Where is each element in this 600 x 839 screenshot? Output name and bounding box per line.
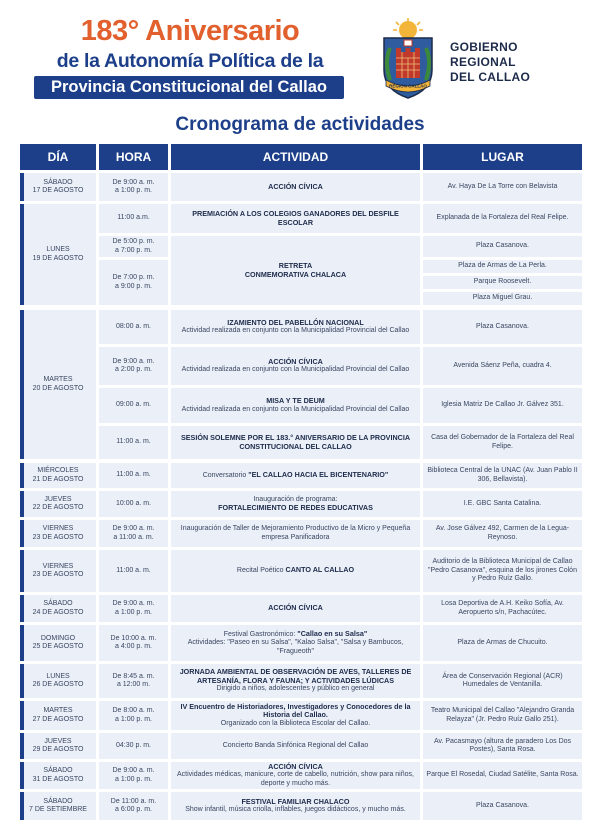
day-cell: MIÉRCOLES 21 DE AGOSTO (20, 463, 96, 488)
place-cell: Teatro Municipal del Callao "Alejandro Granda Relayza" (Jr. Pedro Ruíz Gallo 251). (423, 701, 582, 730)
org-line-1: GOBIERNO (450, 40, 518, 54)
activity-cell (171, 792, 420, 820)
activity-cell (171, 347, 420, 385)
activity-title: MISA Y TE DEUM (266, 396, 325, 405)
column-header-hora: HORA (99, 144, 168, 170)
place-cell: Plaza Casanova. (423, 236, 582, 257)
day-cell: VIERNES 23 DE AGOSTO (20, 520, 96, 547)
activity-title: JORNADA AMBIENTAL DE OBSERVACIÓN DE AVES, TALLERES DE ARTESANÍA, FLORA Y FAUNA; Y ACTIVIDADES LÚDICAS (179, 667, 412, 685)
day-cell: VIERNES 23 DE AGOSTO (20, 550, 96, 592)
activity-title: ACCIÓN CÍVICA (268, 356, 323, 366)
place-cell: Iglesia Matriz De Callao Jr. Gálvez 351. (423, 388, 582, 423)
activity-title: SESIÓN SOLEMNE POR EL 183.° ANIVERSARIO DE LA PROVINCIA CONSTITUCIONAL DEL CALLAO (180, 433, 411, 451)
title-line-1: 183° Aniversario (80, 15, 300, 47)
activity-title: PREMIACIÓN A LOS COLEGIOS GANADORES DEL DESFILE ESCOLAR (192, 209, 399, 227)
activity-title: "EL CALLAO HACIA EL BICENTENARIO" (248, 469, 389, 479)
activity-prefix: Festival Gastronómico: (223, 630, 296, 638)
title-line-2: de la Autonomía Política de la (56, 50, 324, 72)
activity-prefix: Inauguración de programa: (253, 495, 338, 503)
day-cell: DOMINGO 25 DE AGOSTO (20, 625, 96, 661)
day-cell: LUNES 19 DE AGOSTO (20, 204, 96, 305)
row-accent (20, 463, 24, 488)
hour-cell: De 9:00 a. m. a 1:00 p. m. (99, 762, 168, 789)
row-accent (20, 204, 24, 305)
activity-prefix: Recital Poético (236, 567, 284, 575)
activity-title: RETRETA CONMEMORATIVA CHALACA (244, 261, 347, 279)
row-accent (20, 595, 24, 622)
place-cell: Plaza de Armas de Chucuito. (423, 625, 582, 661)
activity-cell (171, 491, 420, 517)
place-cell: Avenida Sáenz Peña, cuadra 4. (423, 347, 582, 385)
activity-desc: Actividades: "Paseo en su Salsa", "Kalao Salsa", "Salsa y Bambucos, "Fragueoth" (187, 639, 404, 655)
row-accent (20, 491, 24, 517)
activity-title: IZAMIENTO DEL PABELLÓN NACIONAL (227, 317, 364, 327)
activity-cell (171, 310, 420, 344)
activity-cell (171, 463, 420, 488)
hour-cell: De 5:00 p. m. a 7:00 p. m. (99, 236, 168, 257)
place-cell: Casa del Gobernador de la Fortaleza del Real Felipe. (423, 426, 582, 459)
row-accent (20, 173, 24, 201)
row-accent (20, 520, 24, 547)
hour-cell: 11:00 a.m. (99, 204, 168, 233)
place-cell: Plaza de Armas de La Perla. (423, 260, 582, 273)
place-cell: I.E. GBC Santa Catalina. (423, 491, 582, 517)
activity-desc: Show infantil, música criolla, inflables, juegos didácticos, y mucho más. (185, 806, 406, 813)
activity-cell (171, 173, 420, 201)
column-header-lugar: LUGAR (423, 144, 582, 170)
hour-cell: De 9:00 a. m. a 2:00 p. m. (99, 347, 168, 385)
activity-cell (171, 595, 420, 622)
hour-cell: 11:00 a. m. (99, 463, 168, 488)
svg-text:REGION CALLAO: REGION CALLAO (389, 83, 427, 89)
activity-title: "Callao en su Salsa" (297, 628, 368, 638)
day-cell: JUEVES 22 DE AGOSTO (20, 491, 96, 517)
row-accent (20, 762, 24, 789)
hour-cell: De 8:00 a. m. a 1:00 p. m. (99, 701, 168, 730)
activity-cell (171, 664, 420, 698)
row-accent (20, 701, 24, 730)
activity-title: ACCIÓN CÍVICA (268, 181, 323, 191)
activity-desc: Actividades médicas, manicure, corte de cabello, nutrición, show para niños, deporte y mucho más. (177, 771, 414, 787)
hour-cell: De 11:00 a. m. a 6:00 p. m. (99, 792, 168, 820)
hour-cell: De 8:45 a. m. a 12:00 m. (99, 664, 168, 698)
place-cell: Av. Jose Gálvez 492, Carmen de la Legua-Reynoso. (423, 520, 582, 547)
hour-cell: 09:00 a. m. (99, 388, 168, 423)
place-cell: Plaza Miguel Grau. (423, 292, 582, 305)
activity-title: IV Encuentro de Historiadores, Investigadores y Conocedores de la Historia del Callao. (180, 701, 411, 720)
row-accent (20, 625, 24, 661)
day-cell: MARTES 20 DE AGOSTO (20, 310, 96, 459)
schedule-title: Cronograma de actividades (175, 114, 425, 135)
day-cell: MARTES 27 DE AGOSTO (20, 701, 96, 730)
row-accent (20, 792, 24, 820)
hour-cell: 10:00 a. m. (99, 491, 168, 517)
column-header-actividad: ACTIVIDAD (171, 144, 420, 170)
activity-title: FESTIVAL FAMILIAR CHALACO (241, 796, 350, 806)
activity-title: FORTALECIMIENTO DE REDES EDUCATIVAS (218, 503, 373, 512)
row-accent (20, 733, 24, 759)
activity-cell (171, 701, 420, 730)
place-cell: Auditorio de la Biblioteca Municipal de Callao "Pedro Casanova", esquina de los jirones Colón y Pedro Ruíz Gallo. (423, 550, 582, 592)
activity-desc: Dirigido a niños, adolescentes y público en general (216, 685, 375, 693)
header (0, 0, 600, 110)
hour-cell: 08:00 a. m. (99, 310, 168, 344)
hour-cell: 04:30 p. m. (99, 733, 168, 759)
day-cell: JUEVES 29 DE AGOSTO (20, 733, 96, 759)
activity-title: ACCIÓN CÍVICA (268, 762, 323, 771)
regional-shield-logo (376, 18, 440, 102)
place-cell: Parque El Rosedal, Ciudad Satélite, Santa Rosa. (423, 762, 582, 789)
place-cell: Plaza Casanova. (423, 310, 582, 344)
activity-desc: Organizado con la Biblioteca Escolar del Callao. (220, 719, 371, 727)
activity-cell (171, 204, 420, 233)
organization-name (450, 40, 530, 85)
hour-cell: 11:00 a. m. (99, 426, 168, 459)
place-cell: Área de Conservación Regional (ACR) Humedales de Ventanilla. (423, 664, 582, 698)
hour-cell: De 7:00 p. m. a 9:00 p. m. (99, 260, 168, 305)
activity-desc: Actividad realizada en conjunto con la Municipalidad Provincial del Callao (181, 327, 410, 334)
hour-cell: De 10:00 a. m. a 4:00 p. m. (99, 625, 168, 661)
place-cell: Losa Deportiva de A.H. Keiko Sofía, Av. Aeropuerto s/n, Pachacútec. (423, 595, 582, 622)
column-header-dia: DÍA (20, 144, 96, 170)
activity-cell (171, 625, 420, 661)
hour-cell: De 9:00 a. m. a 1:00 p. m. (99, 173, 168, 201)
title-line-3: Provincia Constitucional del Callao (34, 76, 344, 99)
place-cell: Plaza Casanova. (423, 792, 582, 820)
activity-title: CANTO AL CALLAO (285, 565, 355, 575)
org-line-3: DEL CALLAO (450, 70, 531, 84)
place-cell: Parque Roosevelt. (423, 276, 582, 289)
row-accent (20, 550, 24, 592)
day-cell: SÁBADO 7 DE SETIEMBRE (20, 792, 96, 820)
place-cell: Biblioteca Central de la UNAC (Av. Juan Pablo II 306, Bellavista). (423, 463, 582, 488)
org-line-2: REGIONAL (450, 55, 516, 69)
day-cell: SÁBADO 31 DE AGOSTO (20, 762, 96, 789)
day-cell: SÁBADO 24 DE AGOSTO (20, 595, 96, 622)
activity-cell (171, 236, 420, 305)
activity-cell (171, 733, 420, 759)
row-accent (20, 664, 24, 698)
hour-cell: De 9:00 a. m. a 1:00 p. m. (99, 595, 168, 622)
activity-cell (171, 762, 420, 789)
activity-desc: Inauguración de Taller de Mejoramiento Productivo de la Micro y Pequeña empresa Panificadora (180, 525, 411, 541)
activity-desc: Actividad realizada en conjunto con la Municipalidad Provincial del Callao (181, 405, 410, 413)
day-cell: SÁBADO 17 DE AGOSTO (20, 173, 96, 201)
hour-cell: 11:00 a. m. (99, 550, 168, 592)
activity-cell (171, 388, 420, 423)
activity-cell (171, 550, 420, 592)
row-accent (20, 310, 24, 459)
place-cell: Explanada de la Fortaleza del Real Felipe. (423, 204, 582, 233)
activity-desc: Actividad realizada en conjunto con la Municipalidad Provincial del Callao (181, 366, 410, 373)
activity-cell (171, 426, 420, 459)
activity-prefix: Conversatorio (202, 471, 247, 479)
activity-cell (171, 520, 420, 547)
place-cell: Av. Pacasmayo (altura de paradero Los Dos Postes), Santa Rosa. (423, 733, 582, 759)
activity-desc: Concierto Banda Sinfónica Regional del Callao (222, 741, 369, 749)
day-cell: LUNES 26 DE AGOSTO (20, 664, 96, 698)
place-cell: Av. Haya De La Torre con Belavista (423, 173, 582, 201)
activity-title: ACCIÓN CÍVICA (268, 603, 323, 613)
hour-cell: De 9:00 a. m. a 11:00 a. m. (99, 520, 168, 547)
